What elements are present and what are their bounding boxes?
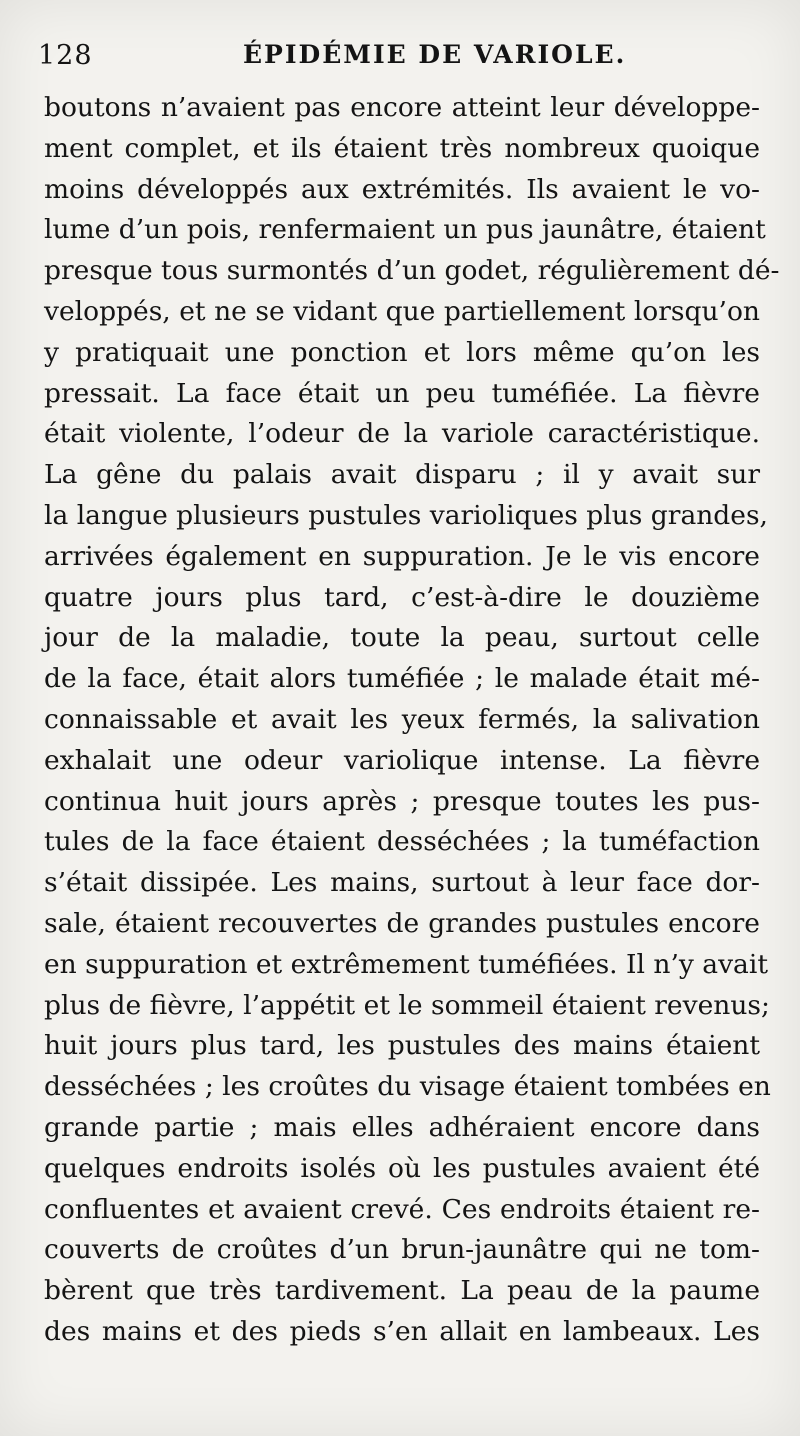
text-line: quatre jours plus tard, c’est-à-dire le douzième [44, 581, 760, 613]
text-line: couverts de croûtes d’un brun-jaunâtre qui ne tom- [44, 1234, 760, 1266]
text-line: pressait. La face était un peu tuméfiée. La fièvre [44, 377, 760, 409]
text-line: y pratiquait une ponction et lors même qu’on les [44, 336, 760, 368]
text-line: exhalait une odeur variolique intense. La fièvre [44, 744, 760, 776]
page-number: 128 [38, 40, 93, 71]
text-line: sale, étaient recouvertes de grandes pustules encore [44, 907, 760, 939]
text-line: presque tous surmontés d’un godet, régulièrement dé- [44, 255, 780, 287]
page-header [38, 40, 760, 84]
text-line: huit jours plus tard, les pustules des mains étaient [44, 1030, 760, 1062]
text-line: la langue plusieurs pustules varioliques plus grandes, [44, 499, 768, 531]
running-title: ÉPIDÉMIE DE VARIOLE. [243, 40, 627, 69]
text-line: de la face, était alors tuméfiée ; le malade était mé- [44, 663, 760, 695]
text-line: La gêne du palais avait disparu ; il y avait sur [44, 459, 760, 491]
text-line: arrivées également en suppuration. Je le vis encore [44, 540, 760, 572]
text-line: lume d’un pois, renfermaient un pus jaunâtre, étaient [44, 214, 766, 246]
text-line: boutons n’avaient pas encore atteint leur développe- [44, 92, 760, 123]
text-line: desséchées ; les croûtes du visage étaient tombées en [44, 1071, 771, 1103]
text-line: des mains et des pieds s’en allait en lambeaux. Les [44, 1315, 760, 1347]
text-line: s’était dissipée. Les mains, surtout à leur face dor- [44, 867, 760, 899]
text-line: plus de fièvre, l’appétit et le sommeil étaient revenus; [44, 989, 770, 1021]
text-line: connaissable et avait les yeux fermés, la salivation [44, 703, 760, 735]
text-line: moins développés aux extrémités. Ils avaient le vo- [44, 173, 760, 205]
text-line: grande partie ; mais elles adhéraient encore dans [44, 1111, 760, 1143]
text-line: veloppés, et ne se vidant que partiellement lorsqu’on [44, 295, 760, 327]
text-line: bèrent que très tardivement. La peau de la paume [44, 1275, 760, 1307]
text-line: en suppuration et extrêmement tuméfiées. Il n’y avait [44, 948, 768, 980]
text-line: quelques endroits isolés où les pustules avaient été [44, 1152, 760, 1184]
body-text [44, 88, 780, 1353]
text-line: continua huit jours après ; presque toutes les pus- [44, 785, 760, 817]
text-line: ment complet, et ils étaient très nombreux quoique [44, 132, 760, 164]
text-line: était violente, l’odeur de la variole caractéristique. [44, 418, 760, 450]
text-line: tules de la face étaient desséchées ; la tuméfaction [44, 826, 760, 858]
text-line: confluentes et avaient crevé. Ces endroits étaient re- [44, 1193, 760, 1225]
text-line: jour de la maladie, toute la peau, surtout celle [44, 622, 760, 654]
